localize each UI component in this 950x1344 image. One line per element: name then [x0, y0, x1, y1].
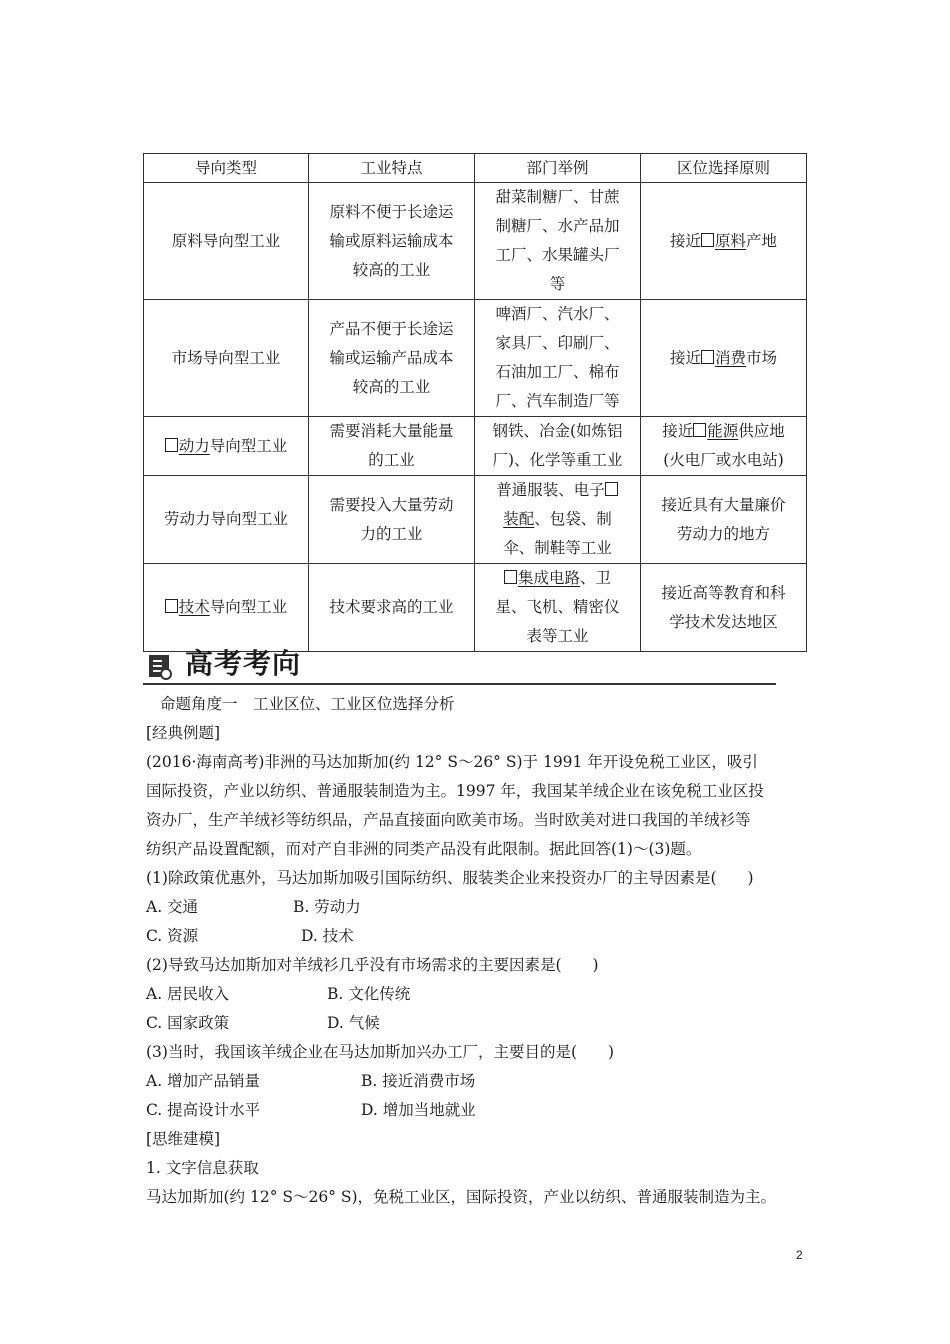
option-b: B. 文化传统	[327, 985, 411, 1003]
step-text: 马达加斯加(约 12° S～26° S)，免税工业区，国际投资，产业以纺织、普通服装制造为主。	[146, 1188, 777, 1206]
principle-cell: 接近 消费市场	[641, 300, 807, 417]
option-a: A. 交通	[146, 898, 199, 916]
option-d: D. 增加当地就业	[361, 1101, 476, 1119]
example-tag: [经典例题]	[146, 724, 221, 742]
table-row	[144, 300, 807, 417]
type-cell: 市场导向型工业	[144, 300, 309, 417]
table-row	[144, 183, 807, 300]
option-c: C. 资源	[146, 927, 199, 945]
paragraph-line: 资办厂，生产羊绒衫等纺织品，产品直接面向欧美市场。当时欧美对进口我国的羊绒衫等	[146, 811, 751, 829]
examples-cell: 啤酒厂、汽水厂、 家具厂、印刷厂、 石油加工厂、棉布 厂、汽车制造厂等	[475, 300, 641, 417]
feature-cell: 产品不便于长途运 输或运输产品成本 较高的工业	[309, 300, 475, 417]
header-cell: 部门举例	[475, 154, 641, 183]
feature-cell: 技术要求高的工业	[309, 564, 475, 652]
paragraph-line: (2016·海南高考)非洲的马达加斯加(约 12° S～26° S)于 1991 年开设免税工业区，吸引	[146, 753, 758, 771]
blank-box-icon	[693, 423, 706, 437]
feature-cell: 需要投入大量劳动 力的工业	[309, 476, 475, 564]
option-a: A. 增加产品销量	[146, 1072, 261, 1090]
document-icon	[149, 655, 169, 677]
option-d: D. 气候	[327, 1014, 380, 1032]
blank-box-icon	[701, 350, 714, 364]
section-title: 高考考向	[185, 647, 302, 680]
question-1: (1)除政策优惠外，马达加斯加吸引国际纺织、服装类企业来投资办厂的主导因素是( )	[146, 869, 754, 887]
model-tag: [思维建模]	[146, 1130, 221, 1148]
principle-cell: 接近具有大量廉价 劳动力的地方	[641, 476, 807, 564]
feature-cell: 原料不便于长途运 输或原料运输成本 较高的工业	[309, 183, 475, 300]
table-row	[144, 476, 807, 564]
blank-box-icon	[605, 482, 618, 496]
option-a: A. 居民收入	[146, 985, 230, 1003]
table-row	[144, 417, 807, 476]
blank-box-icon	[165, 599, 178, 613]
question-angle: 命题角度一 工业区位、工业区位选择分析	[160, 695, 455, 713]
examples-cell: 钢铁、冶金(如炼铝 厂)、化学等重工业	[475, 417, 641, 476]
principle-cell: 接近 能源供应地 (火电厂或水电站)	[641, 417, 807, 476]
option-d: D. 技术	[301, 927, 354, 945]
section-header	[143, 645, 776, 685]
feature-cell: 需要消耗大量能量 的工业	[309, 417, 475, 476]
option-c: C. 提高设计水平	[146, 1101, 261, 1119]
table-header-row	[144, 154, 807, 183]
header-cell: 区位选择原则	[641, 154, 807, 183]
blank-box-icon	[165, 438, 178, 452]
type-cell: 劳动力导向型工业	[144, 476, 309, 564]
header-cell: 导向类型	[144, 154, 309, 183]
table-row	[144, 564, 807, 652]
type-cell: 技术导向型工业	[144, 564, 309, 652]
page-number: 2	[796, 1248, 803, 1262]
option-c: C. 国家政策	[146, 1014, 230, 1032]
examples-cell: 甜菜制糖厂、甘蔗 制糖厂、水产品加 工厂、水果罐头厂 等	[475, 183, 641, 300]
header-cell: 工业特点	[309, 154, 475, 183]
type-cell: 原料导向型工业	[144, 183, 309, 300]
option-b: B. 接近消费市场	[361, 1072, 476, 1090]
paragraph-line: 国际投资，产业以纺织、普通服装制造为主。1997 年，我国某羊绒企业在该免税工业区投	[146, 782, 764, 800]
examples-cell: 普通服装、电子 装配、包袋、制 伞、制鞋等工业	[475, 476, 641, 564]
paragraph-line: 纺织产品设置配额，而对产自非洲的同类产品没有此限制。据此回答(1)～(3)题。	[146, 840, 702, 858]
type-cell: 动力导向型工业	[144, 417, 309, 476]
principle-cell: 接近 原料产地	[641, 183, 807, 300]
examples-cell: 集成电路、卫 星、飞机、精密仪 表等工业	[475, 564, 641, 652]
question-3: (3)当时，我国该羊绒企业在马达加斯加兴办工厂，主要目的是( )	[146, 1043, 615, 1061]
principle-cell: 接近高等教育和科 学技术发达地区	[641, 564, 807, 652]
industry-location-table	[143, 153, 807, 652]
step-heading: 1. 文字信息获取	[146, 1159, 259, 1177]
blank-box-icon	[504, 570, 517, 584]
question-2: (2)导致马达加斯加对羊绒衫几乎没有市场需求的主要因素是( )	[146, 956, 599, 974]
blank-box-icon	[701, 233, 714, 247]
option-b: B. 劳动力	[293, 898, 361, 916]
